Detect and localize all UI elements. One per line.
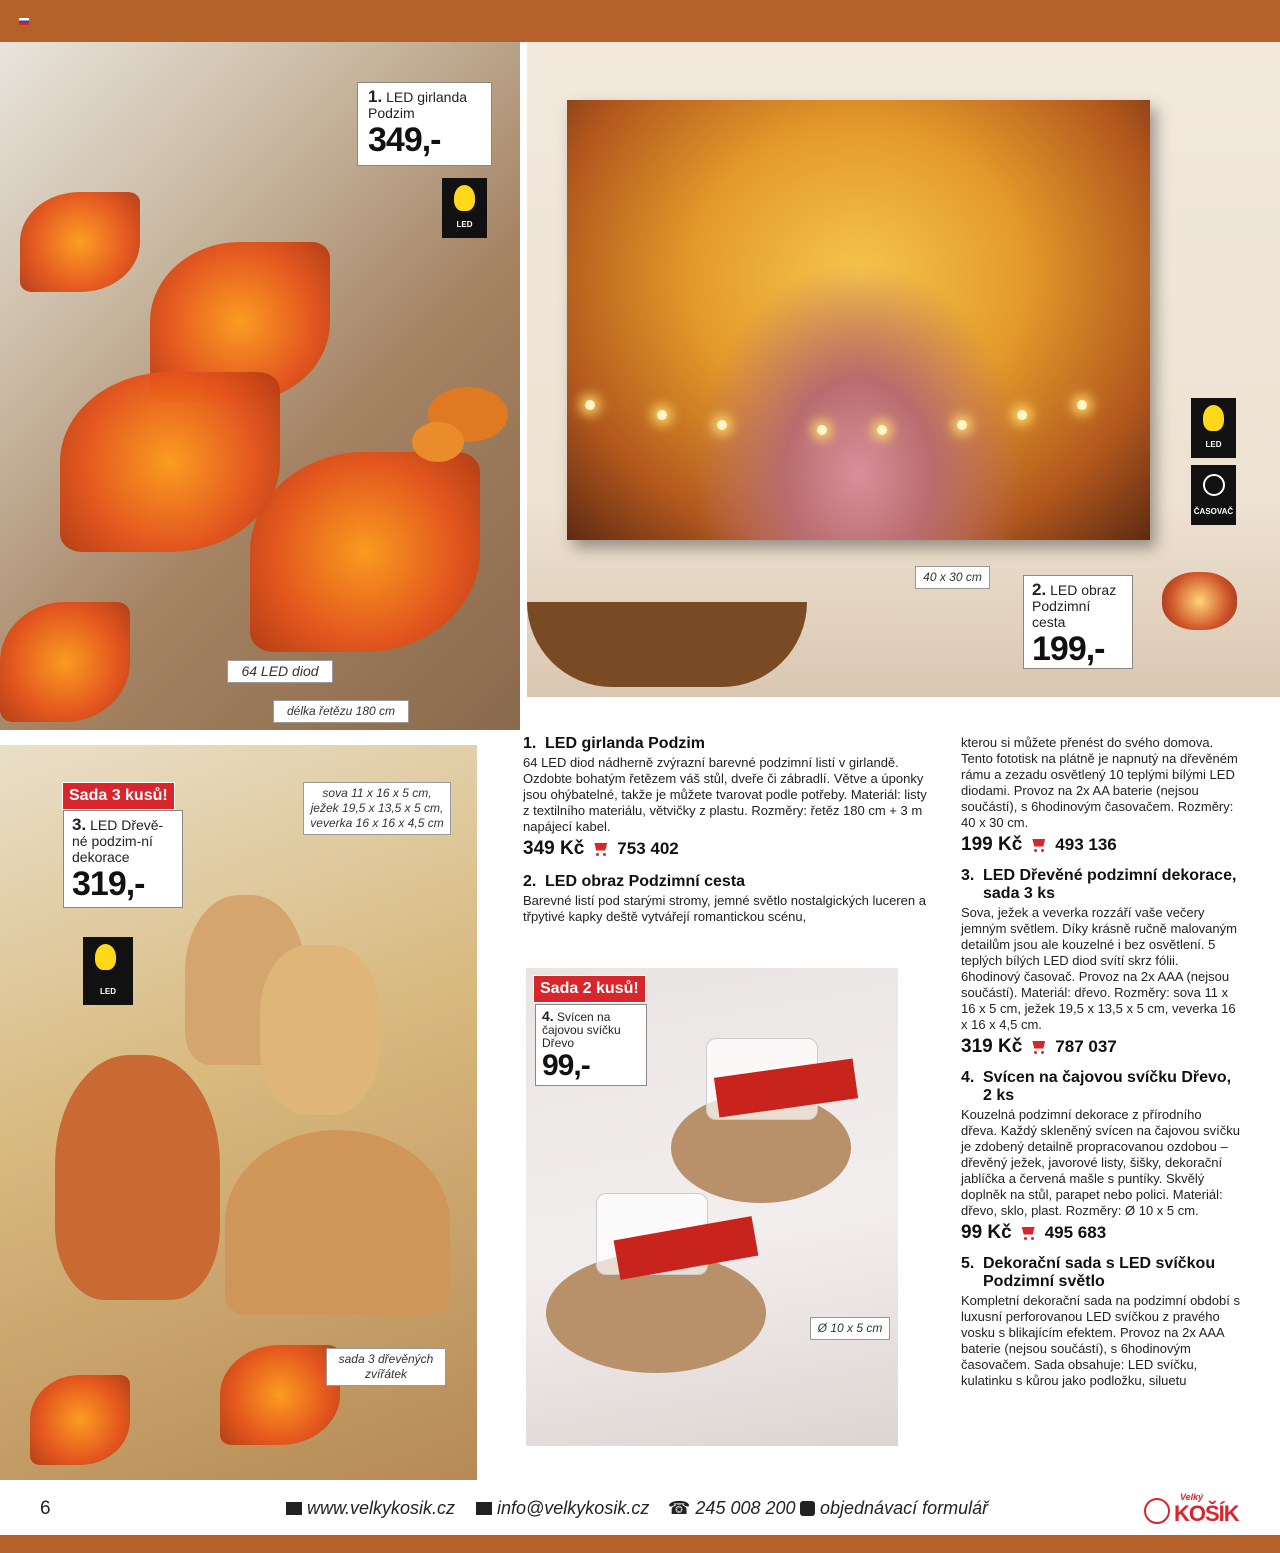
cart-icon [1030, 839, 1047, 852]
cart-icon [592, 843, 609, 856]
leaf-decoration [220, 1345, 340, 1445]
product-4 [961, 1069, 1241, 1241]
velky-kosik-logo [1142, 1492, 1242, 1526]
label-animal-sizes [303, 782, 451, 835]
lamp-light [657, 410, 667, 420]
product-price: 99 Kč [961, 1222, 1012, 1243]
price-tag-1 [357, 82, 492, 166]
set-badge-4: Sada 2 kusů! [533, 975, 646, 1003]
product-1 [523, 735, 928, 857]
tag-number: 4. [542, 1008, 554, 1024]
leaf-decoration [20, 192, 140, 292]
form-icon [800, 1501, 815, 1516]
price-row [523, 838, 928, 859]
product-number: 2. [523, 873, 537, 890]
flag-icon [19, 18, 29, 25]
phone-text: 245 008 200 [695, 1498, 796, 1518]
product-text-column-1 [523, 735, 928, 925]
product-title: Svícen na čajovou svíčku Dřevo, 2 ks [983, 1069, 1232, 1104]
tag-name: Svícen na čajovou svíčku Dřevo [542, 1010, 621, 1050]
product-code: 753 402 [617, 839, 679, 858]
tag-price: 99,- [542, 1049, 590, 1082]
phone-icon: ☎ [668, 1498, 691, 1518]
price-row [961, 1222, 1241, 1243]
product-5 [961, 1255, 1241, 1389]
label-candle-size: Ø 10 x 5 cm [810, 1317, 890, 1340]
footer [0, 1480, 1280, 1535]
website-link[interactable] [286, 1498, 455, 1519]
lamp-light [585, 400, 595, 410]
tag-number: 2. [1032, 580, 1047, 599]
bottom-band [0, 1535, 1280, 1553]
tag-name: LED Dřevě-né podzim-ní dekorace [72, 817, 164, 865]
tag-name: LED obraz Podzimní cesta [1032, 582, 1117, 630]
tag-number: 3. [72, 815, 87, 834]
cart-icon [1020, 1227, 1037, 1240]
label-led-count: 64 LED diod [227, 660, 333, 683]
phone-link[interactable] [668, 1498, 796, 1519]
canvas-picture [567, 100, 1150, 540]
price-tag-3 [63, 810, 183, 908]
product-code: 787 037 [1055, 1037, 1117, 1056]
label-animal-set [326, 1348, 446, 1386]
product-price: 199 Kč [961, 834, 1023, 855]
tag-price: 319,- [72, 865, 145, 903]
bulb-icon [454, 185, 475, 211]
leaf-decoration [0, 602, 130, 722]
badge-label: ČASOVAČ [1193, 507, 1234, 516]
set-badge-3: Sada 3 kusů! [62, 782, 175, 810]
logo-big-text: KOŠÍK [1174, 1501, 1239, 1526]
size-line: veverka 16 x 16 x 4,5 cm [310, 816, 444, 830]
pumpkin-decoration [412, 422, 464, 462]
label-chain-length: délka řetězu 180 cm [273, 700, 409, 723]
page-number: 6 [40, 1498, 51, 1519]
lamp-light [1077, 400, 1087, 410]
wooden-bowl [527, 602, 807, 687]
website-text: www.velkykosik.cz [307, 1498, 456, 1518]
leaf-decoration [60, 372, 280, 552]
product-title: Dekorační sada s LED svíčkou Podzimní světlo [983, 1255, 1216, 1290]
tag-price: 349,- [368, 121, 441, 159]
product-description: Kompletní dekorační sada na podzimní období s luxusní perforovanou LED svíčkou z pravého vosku s blikajícím efektem. Provoz na 2x AAA baterie (nejsou součástí), s 6hodinovým časovačem. Sada obsahuje: LED svíčku, kulatinku s kůrou jako podložku, siluetu [961, 1293, 1240, 1388]
product-price: 349 Kč [523, 838, 585, 859]
product-title: LED obraz Podzimní cesta [545, 873, 746, 890]
badge-label: LED [100, 987, 116, 996]
product-title: LED girlanda Podzim [545, 735, 706, 752]
badge-label: LED [456, 220, 473, 229]
product-description: Kouzelná podzimní dekorace z přírodního dřeva. Každý skleněný svícen na čajovou svíčku je zdobený detailně propracovanou ozdobou – dřevěný ježek, javorové listy, šišky, dekorační jablíčka a červená mašle s puntíky. Skvělý doplněk na stůl, parapet nebo polici. Materiál: dřevo, sklo, plast. Rozměry: Ø 10 x 5 cm. [961, 1107, 1240, 1218]
price-tag-4 [535, 1004, 647, 1086]
order-form-link[interactable] [800, 1498, 988, 1519]
product-price: 319 Kč [961, 1036, 1023, 1057]
set-line: sada 3 dřevěných [338, 1352, 434, 1366]
product-code: 493 136 [1055, 835, 1117, 854]
lamp-light [957, 420, 967, 430]
bulb-icon [1203, 405, 1224, 431]
product-code: 495 683 [1044, 1223, 1107, 1242]
label-picture-size: 40 x 30 cm [915, 566, 990, 589]
hedgehog-figure [225, 1130, 450, 1315]
price-row [961, 1036, 1241, 1057]
timer-badge [1191, 465, 1236, 525]
tag-number: 1. [368, 87, 383, 106]
lamp-light [877, 425, 887, 435]
led-badge [1191, 398, 1236, 458]
lamp-light [817, 425, 827, 435]
candle-holder [1162, 572, 1237, 630]
squirrel-figure [260, 945, 380, 1115]
product-description: Barevné listí pod starými stromy, jemné světlo nostalgických luceren a třpytivé kapky deště vytvářejí romantickou scénu, [523, 893, 926, 924]
product-2 [523, 873, 928, 925]
product-description: 64 LED diod nádherně zvýrazní barevné podzimní listí v girlandě. Ozdobte bohatým řetězem váš stůl, dveře či zábradlí. Větve a úponky jsou ohýbatelné, takže je můžete tvarovat podle potřeby. Materiál: listy z textilního materiálu, větvičky z plastu. Rozměry: řetěz 180 cm + 3 m napájecí kabel. [523, 755, 927, 834]
timer-icon [1203, 474, 1225, 496]
badge-label: LED [1205, 440, 1222, 449]
product-number: 4. [961, 1069, 975, 1086]
logo-face-icon [1144, 1498, 1170, 1524]
price-tag-2 [1023, 575, 1133, 669]
product-number: 5. [961, 1255, 975, 1272]
product-description: Sova, ježek a veverka rozzáří vaše večery jemným světlem. Díky krásně ručně malovaným detailům jsou ale kouzelné i bez osvětlení. 5 teplých bílých LED diod svítí skrz fólii. 6hodinový časovač. Provoz na 2x AAA (nejsou součástí). Materiál: dřevo. Rozměry: sova 11 x 16 x 5 cm, ježek 19,5 x 13,5 x 5 cm, veverka 16 x 16 x 4,5 cm. [961, 905, 1237, 1032]
top-band [0, 0, 1280, 42]
product-number: 1. [523, 735, 537, 752]
order-form-text: objednávací formulář [820, 1498, 989, 1518]
bulb-icon [95, 944, 116, 970]
product-title: LED Dřevěné podzimní dekorace, sada 3 ks [983, 867, 1237, 902]
set-line: zvířátek [364, 1367, 407, 1381]
product-text-column-2 [961, 735, 1241, 1389]
leaf-decoration [250, 452, 480, 652]
tag-price: 199,- [1032, 630, 1105, 668]
envelope-icon [476, 1502, 492, 1515]
lamp-light [717, 420, 727, 430]
product-number: 3. [961, 867, 975, 884]
size-line: ježek 19,5 x 13,5 x 5 cm, [310, 801, 444, 815]
size-line: sova 11 x 16 x 5 cm, [322, 786, 432, 800]
logo-small-text: Velký [1180, 1492, 1204, 1502]
lamp-light [1017, 410, 1027, 420]
photo-led-canvas [527, 42, 1280, 697]
email-text: info@velkykosik.cz [497, 1498, 650, 1518]
monitor-icon [286, 1502, 302, 1515]
led-badge [442, 178, 487, 238]
product-3 [961, 867, 1241, 1055]
led-badge [83, 937, 133, 1005]
price-row [961, 834, 1241, 855]
email-link[interactable] [476, 1498, 649, 1519]
leaf-decoration [30, 1375, 130, 1465]
cart-icon [1030, 1041, 1047, 1054]
owl-figure [55, 1055, 220, 1300]
product-description-continued: kterou si můžete přenést do svého domova. Tento fototisk na plátně je napnutý na dřevěném rámu a zezadu osvětlený 10 teplými bílými LED diodami. Provoz na 2x AA baterie (nejsou součástí), s 6hodinovým časovačem. Rozměry: 40 x 30 cm. [961, 735, 1238, 830]
tag-name: LED girlanda Podzim [368, 89, 468, 121]
